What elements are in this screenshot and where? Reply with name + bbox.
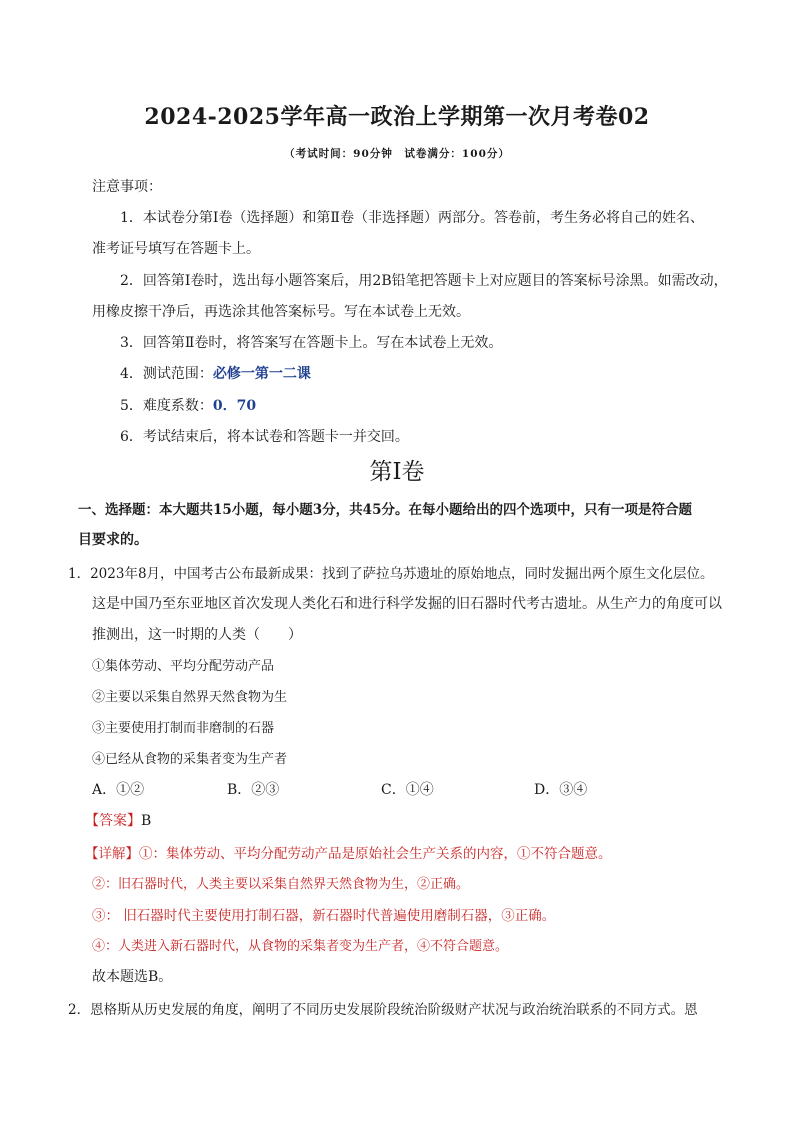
statement-1: ①集体劳动、平均分配劳动产品	[92, 659, 275, 674]
statement-3: ③主要使用打制而非磨制的石器	[92, 721, 275, 736]
option-a: A．①②	[92, 782, 145, 798]
detail-line-2: ②：旧石器时代，人类主要以采集自然界天然食物为生，②正确。	[92, 877, 470, 892]
question-1-stem-line2: 这是中国乃至东亚地区首次发现人类化石和进行科学发掘的旧石器时代考古遗址。从生产力的角度可以	[92, 596, 722, 612]
question-1-stem-line3: 推测出，这一时期的人类（ ）	[92, 627, 302, 643]
page-title: 2024-2025学年高一政治上学期第一次月考卷02	[144, 104, 650, 130]
detail-text-1: ①：集体劳动、平均分配劳动产品是原始社会生产关系的内容，①不符合题意。	[139, 846, 612, 862]
question-2-stem: 2．恩格斯从历史发展的角度，阐明了不同历史发展阶段统治阶级财产状况与政治统治联系的不同方式。恩	[68, 1002, 698, 1018]
statement-2: ②主要以采集自然界天然食物为生	[92, 690, 288, 705]
note-item-5-label: 5．难度系数：	[120, 398, 213, 414]
detail-line-1	[85, 842, 612, 862]
exam-info: （考试时间：90分钟 试卷满分：100分）	[284, 148, 510, 160]
conclusion: 故本题选B。	[92, 969, 173, 985]
detail-label: 【详解】	[85, 846, 139, 862]
note-item-4-label: 4．测试范围：	[120, 366, 213, 382]
answer-label: 【答案】	[85, 813, 141, 829]
detail-line-3: ③： 旧石器时代主要使用打制石器，新石器时代普遍使用磨制石器，③正确。	[92, 908, 556, 924]
notes-heading: 注意事项：	[92, 179, 162, 195]
detail-line-4: ④：人类进入新石器时代，从食物的采集者变为生产者，④不符合题意。	[92, 939, 509, 954]
test-scope: 必修一第一二课	[212, 366, 311, 382]
question-1-stem: 1．2023年8月，中国考古公布最新成果：找到了萨拉乌苏遗址的原始地点，同时发掘出两个原生文化层位。	[68, 566, 714, 582]
difficulty-value: 0．70	[212, 398, 257, 414]
note-item-1: 1．本试卷分第Ⅰ卷（选择题）和第Ⅱ卷（非选择题）两部分。答卷前，考生务必将自己的姓名、	[120, 210, 704, 226]
option-d: D．③④	[534, 782, 588, 798]
note-item-4	[120, 363, 311, 383]
section-instructions: 一、选择题：本大题共15小题，每小题3分，共45分。在每小题给出的四个选项中，只有一项是符合题	[78, 502, 692, 518]
option-c: C．①④	[381, 782, 434, 798]
note-item-3: 3．回答第Ⅱ卷时，将答案写在答题卡上。写在本试卷上无效。	[120, 335, 503, 351]
answer-value: B	[141, 813, 152, 829]
note-item-1-cont: 准考证号填写在答题卡上。	[92, 241, 260, 257]
note-item-2: 2．回答第Ⅰ卷时，选出每小题答案后，用2B铅笔把答题卡上对应题目的答案标号涂黑。如需改动，	[120, 273, 728, 289]
option-b: B．②③	[227, 782, 280, 798]
note-item-6: 6．考试结束后，将本试卷和答题卡一并交回。	[120, 429, 409, 445]
answer-line	[85, 810, 151, 830]
section-instructions-cont: 目要求的。	[78, 532, 148, 548]
section-title: 第Ⅰ卷	[369, 459, 425, 485]
note-item-5	[120, 395, 256, 415]
note-item-2-cont: 用橡皮擦干净后，再选涂其他答案标号。写在本试卷上无效。	[92, 304, 470, 320]
statement-4: ④已经从食物的采集者变为生产者	[92, 752, 288, 767]
